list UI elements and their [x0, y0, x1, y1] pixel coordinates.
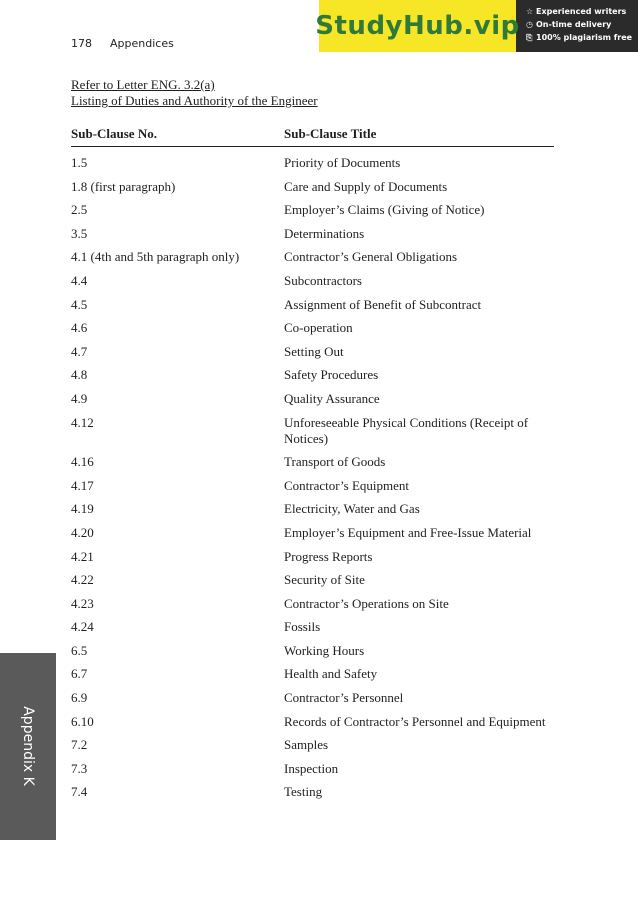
sub-clause-title: Determinations	[284, 225, 365, 241]
table-row	[71, 643, 554, 659]
sub-clause-number: 6.9	[71, 690, 88, 706]
sub-clause-number: 4.24	[71, 619, 94, 635]
sub-clause-number: 4.23	[71, 595, 94, 611]
sub-clause-title: Unforeseeable Physical Conditions (Receipt of Notices)	[284, 414, 529, 446]
sub-clause-title: Assignment of Benefit of Subcontract	[284, 296, 482, 312]
table-row	[71, 761, 554, 777]
table-row	[71, 784, 554, 800]
sub-clause-number: 1.8 (first paragraph)	[71, 178, 176, 194]
table-row	[71, 249, 554, 265]
studyhub-logo[interactable]: StudyHub.vip	[319, 0, 516, 52]
sub-clause-number: 4.16	[71, 454, 94, 470]
sub-clause-number: 7.2	[71, 737, 88, 753]
table-row	[71, 320, 554, 336]
sub-clause-title: Contractor’s Operations on Site	[284, 595, 449, 611]
sub-clause-number: 4.8	[71, 367, 88, 383]
sub-clause-number: 4.22	[71, 572, 94, 588]
sub-clause-title: Working Hours	[284, 642, 365, 658]
studyhub-banner[interactable]	[315, 0, 638, 52]
sub-clause-title: Employer’s Equipment and Free-Issue Material	[284, 524, 532, 540]
reference-listing: Listing of Duties and Authority of the Engineer	[71, 93, 318, 108]
sub-clause-number: 4.7	[71, 343, 88, 359]
banner-features	[516, 0, 638, 52]
sub-clause-number: 7.3	[71, 760, 88, 776]
sub-clause-title: Testing	[284, 784, 323, 800]
sub-clause-number: 6.7	[71, 666, 88, 682]
table-row	[71, 690, 554, 706]
column-header-title: Sub-Clause Title	[284, 126, 377, 141]
table-row	[71, 666, 554, 682]
page-header	[71, 37, 192, 50]
table-row	[71, 714, 554, 730]
sub-clause-title: Electricity, Water and Gas	[284, 501, 420, 517]
table-row	[71, 415, 554, 447]
sub-clause-number: 4.6	[71, 320, 88, 336]
sub-clause-number: 2.5	[71, 202, 88, 218]
sub-clause-number: 6.10	[71, 713, 94, 729]
sub-clause-title: Safety Procedures	[284, 367, 379, 383]
sub-clause-number: 4.1 (4th and 5th paragraph only)	[71, 249, 240, 265]
table-row	[71, 454, 554, 470]
sub-clause-title: Employer’s Claims (Giving of Notice)	[284, 202, 485, 218]
sub-clause-number: 4.9	[71, 390, 88, 406]
sub-clause-title: Contractor’s Personnel	[284, 690, 404, 706]
sub-clause-number: 7.4	[71, 784, 88, 800]
table-row	[71, 549, 554, 565]
banner-feature: ⎘ 100% plagiarism free	[526, 33, 633, 42]
sub-clause-title: Co-operation	[284, 320, 353, 336]
sub-clause-number: 4.12	[71, 414, 94, 430]
sub-clause-number: 4.20	[71, 524, 94, 540]
copy-icon: ⎘	[526, 33, 533, 42]
table-row	[71, 596, 554, 612]
table-row	[71, 273, 554, 289]
sub-clause-number: 4.4	[71, 272, 88, 288]
sub-clause-number: 4.17	[71, 477, 94, 493]
sub-clause-title: Samples	[284, 737, 329, 753]
page-number: 178	[71, 37, 92, 50]
appendix-label: Appendix K	[20, 706, 36, 786]
table-row	[71, 619, 554, 635]
table-row	[71, 737, 554, 753]
banner-feature: ◷ On-time delivery	[526, 20, 612, 29]
sub-clause-number: 3.5	[71, 225, 88, 241]
table-row	[71, 226, 554, 242]
sub-clause-title: Transport of Goods	[284, 454, 386, 470]
sub-clause-title: Security of Site	[284, 572, 365, 588]
table-row	[71, 391, 554, 407]
sub-clause-title: Records of Contractor’s Personnel and Equipment	[284, 713, 546, 729]
sub-clause-title: Fossils	[284, 619, 321, 635]
clock-icon: ◷	[526, 20, 533, 29]
banner-feature: ☆ Experienced writers	[526, 7, 627, 16]
sub-clause-number: 4.5	[71, 296, 88, 312]
sub-clause-title: Inspection	[284, 760, 339, 776]
sub-clause-title: Contractor’s General Obligations	[284, 249, 458, 265]
table-body	[71, 155, 554, 808]
table-row	[71, 202, 554, 218]
table-row	[71, 525, 554, 541]
reference-letter: Refer to Letter ENG. 3.2(a)	[71, 77, 215, 92]
sub-clause-number: 4.19	[71, 501, 94, 517]
table-row	[71, 367, 554, 383]
table-row	[71, 155, 554, 171]
sub-clause-title: Subcontractors	[284, 272, 362, 288]
sub-clause-number: 1.5	[71, 155, 88, 170]
section-name: Appendices	[110, 37, 174, 50]
table-row	[71, 179, 554, 195]
sub-clause-title: Priority of Documents	[284, 155, 401, 170]
table-row	[71, 572, 554, 588]
reference-block	[71, 77, 318, 109]
sub-clause-title: Progress Reports	[284, 548, 373, 564]
sub-clause-title: Care and Supply of Documents	[284, 178, 448, 194]
sub-clause-number: 6.5	[71, 642, 88, 658]
sub-clause-number: 4.21	[71, 548, 94, 564]
sub-clause-title: Quality Assurance	[284, 390, 380, 406]
sub-clause-title: Setting Out	[284, 343, 344, 359]
table-row	[71, 478, 554, 494]
table-row	[71, 344, 554, 360]
table-row	[71, 297, 554, 313]
table-row	[71, 501, 554, 517]
star-icon: ☆	[526, 7, 534, 16]
sub-clause-title: Health and Safety	[284, 666, 378, 682]
column-header-number: Sub-Clause No.	[71, 126, 157, 141]
header-rule	[71, 146, 554, 147]
sub-clause-title: Contractor’s Equipment	[284, 477, 410, 493]
